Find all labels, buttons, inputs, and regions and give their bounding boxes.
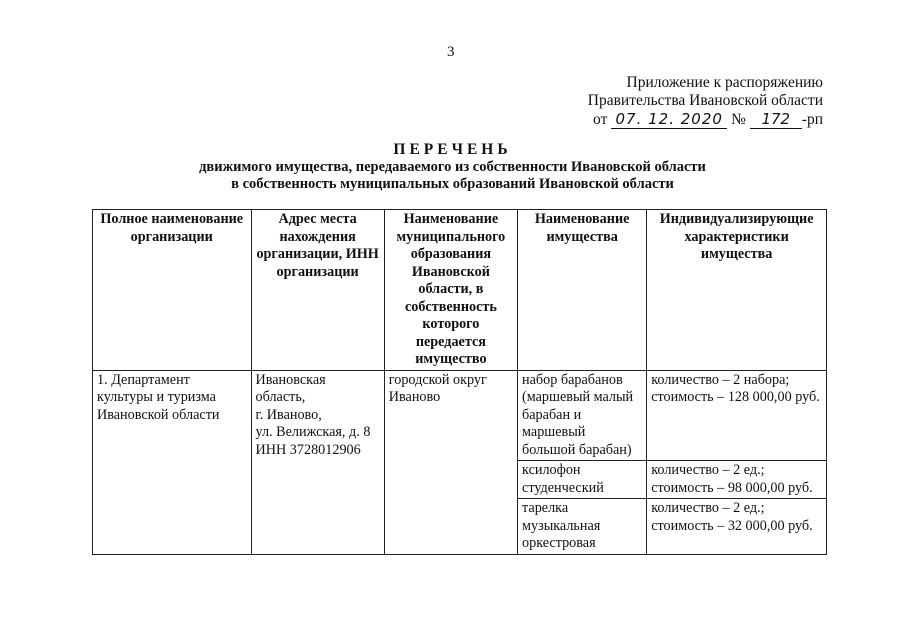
item-name-line: барабан и <box>522 406 582 423</box>
number-suffix: -рп <box>801 111 823 128</box>
item-name-line: тарелка <box>522 500 569 516</box>
document-subtitle-line-2: в собственность муниципальных образований Ивановской области <box>231 176 674 192</box>
item-name-line: набор барабанов <box>522 371 623 388</box>
item-name-line: маршевый <box>522 424 586 440</box>
header-organization: Полное наименование организации <box>93 210 252 371</box>
table-row <box>93 370 827 461</box>
appendix-line-2: Правительства Ивановской области <box>587 92 823 109</box>
item-name-line: студенческий <box>522 479 604 496</box>
item-name-cell <box>518 370 647 461</box>
header-property-name: Наименование имущества <box>518 210 647 371</box>
appendix-date-number-line <box>588 110 823 129</box>
item-cost: стоимость – 32 000,00 руб. <box>651 517 813 534</box>
header-address: Адрес места нахождения организации, ИНН организации <box>251 210 384 371</box>
item-quantity: количество – 2 ед.; <box>651 462 765 478</box>
page-number: 3 <box>447 44 455 60</box>
item-characteristics-cell <box>647 370 827 461</box>
item-cost: стоимость – 128 000,00 руб. <box>651 389 820 405</box>
address-line: ул. Велижская, д. 8 <box>255 424 371 440</box>
header-characteristics: Индивидуализирующие характеристики имущества <box>647 210 827 371</box>
document-title: ПЕРЕЧЕНЬ <box>393 141 512 158</box>
handwritten-date: 07. 12. 2020 <box>611 110 727 129</box>
item-characteristics-cell <box>647 499 827 555</box>
item-name-line: (маршевый малый <box>522 389 634 405</box>
municipality-line: Иваново <box>388 389 441 405</box>
item-characteristics-cell <box>647 461 827 499</box>
number-sign: № <box>731 111 746 128</box>
item-name-line: ксилофон <box>522 462 581 478</box>
inn-line: ИНН 3728012906 <box>255 441 361 458</box>
date-prefix: от <box>593 111 608 128</box>
table-header-row <box>93 210 827 371</box>
item-name-line: большой барабан) <box>522 441 632 458</box>
address-line: область, <box>255 389 306 405</box>
handwritten-number: 172 <box>750 110 802 129</box>
header-municipality: Наименование муниципального образования Ивановской области, в собственность которого передается имущество <box>384 210 517 371</box>
appendix-line-1: Приложение к распоряжению <box>626 74 823 91</box>
item-quantity: количество – 2 набора; <box>651 371 790 388</box>
item-cost: стоимость – 98 000,00 руб. <box>651 479 813 496</box>
address-line: Ивановская <box>255 371 326 388</box>
item-name-cell <box>518 461 647 499</box>
item-name-line: оркестровая <box>522 535 596 551</box>
item-quantity: количество – 2 ед.; <box>651 500 765 516</box>
document-title-block <box>0 141 905 193</box>
address-line: г. Иваново, <box>255 406 322 423</box>
municipality-line: городской округ <box>388 371 487 388</box>
address-cell <box>251 370 384 554</box>
property-table <box>92 209 827 555</box>
organization-cell: 1. Департамент культуры и туризма Ивановской области <box>93 370 252 554</box>
municipality-cell <box>384 370 517 554</box>
item-name-line: музыкальная <box>522 517 601 534</box>
appendix-header <box>588 74 823 129</box>
document-subtitle-line-1: движимого имущества, передаваемого из собственности Ивановской области <box>199 159 706 175</box>
item-name-cell <box>518 499 647 555</box>
